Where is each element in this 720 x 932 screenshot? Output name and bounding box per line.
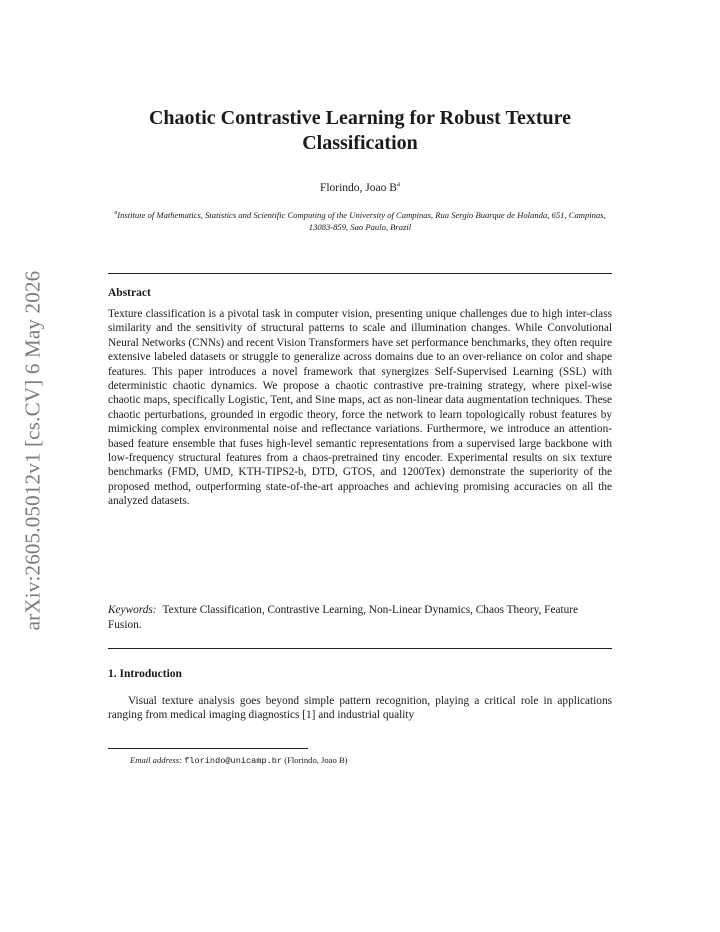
- arxiv-identifier-text: arXiv:2605.05012v1 [cs.CV] 6 May 2026: [20, 270, 45, 630]
- abstract-text: Texture classification is a pivotal task in computer vision, presenting unique challenges due to high inter-class similarity and the sensitivity of structural patterns to scale and illumination changes. While Convolutional Neural Networks (CNNs) and recent Vision Transformers have set performance benchmarks, they often require extensive labeled datasets or struggle to generalize across domains due to an over-reliance on color and shape features. This paper introduces a novel framework that synergizes Self-Supervised Learning (SSL) with deterministic chaotic dynamics. We propose a chaotic contrastive pre-training strategy, where pixel-wise chaotic maps, specifically Logistic, Tent, and Sine maps, act as non-linear data augmentation techniques. These chaotic perturbations, grounded in ergodic theory, force the network to learn topologically robust features by mimicking complex environmental noise and reflectance variations. Furthermore, we introduce an attention-based feature ensemble that fuses high-level semantic representations from a supervised large backbone with low-frequency structural features from a chaos-pretrained tiny encoder. Experimental results on six texture benchmarks (FMD, UMD, KTH-TIPS2-b, DTD, GTOS, and 1200Tex) demonstrate the superiority of the proposed method, outperforming state-of-the-art approaches and achieving promising accuracies on all the analyzed datasets.: [108, 308, 612, 508]
- footnote: [130, 754, 348, 767]
- author-line: [108, 180, 612, 194]
- affiliation-text: Institute of Mathematics, Statistics and Scientific Computing of the University of Campinas, Rua Sergio Buarque de Holanda, 651, Campinas, 13083-859, Sao Paulo, Brazil: [117, 209, 606, 233]
- abstract-bottom-rule: [108, 648, 612, 649]
- author-affiliation-mark: a: [396, 180, 401, 188]
- introduction-text: Visual texture analysis goes beyond simple pattern recognition, playing a critical role in applications ranging from medical imaging diagnostics [1] and industrial quality: [108, 695, 612, 722]
- keywords-label: Keywords:: [108, 604, 157, 616]
- introduction-heading: 1. Introduction: [108, 668, 182, 680]
- affiliation-mark: a: [114, 210, 118, 216]
- footnote-name: (Florindo, Joao B): [284, 755, 348, 765]
- keywords: [108, 603, 612, 632]
- author-name: Florindo, Joao B: [319, 181, 397, 194]
- affiliation: [108, 207, 612, 234]
- footnote-label: Email address:: [130, 755, 182, 765]
- footnote-email-link[interactable]: florindo@unicamp.br: [184, 756, 283, 766]
- keywords-text: Texture Classification, Contrastive Learning, Non-Linear Dynamics, Chaos Theory, Feature Fusion.: [108, 604, 579, 631]
- footnote-rule: [108, 748, 308, 749]
- abstract-top-rule: [108, 273, 612, 274]
- paper-title: Chaotic Contrastive Learning for Robust Texture Classification: [148, 107, 572, 154]
- arxiv-identifier: [8, 260, 58, 640]
- abstract-heading: Abstract: [108, 287, 151, 299]
